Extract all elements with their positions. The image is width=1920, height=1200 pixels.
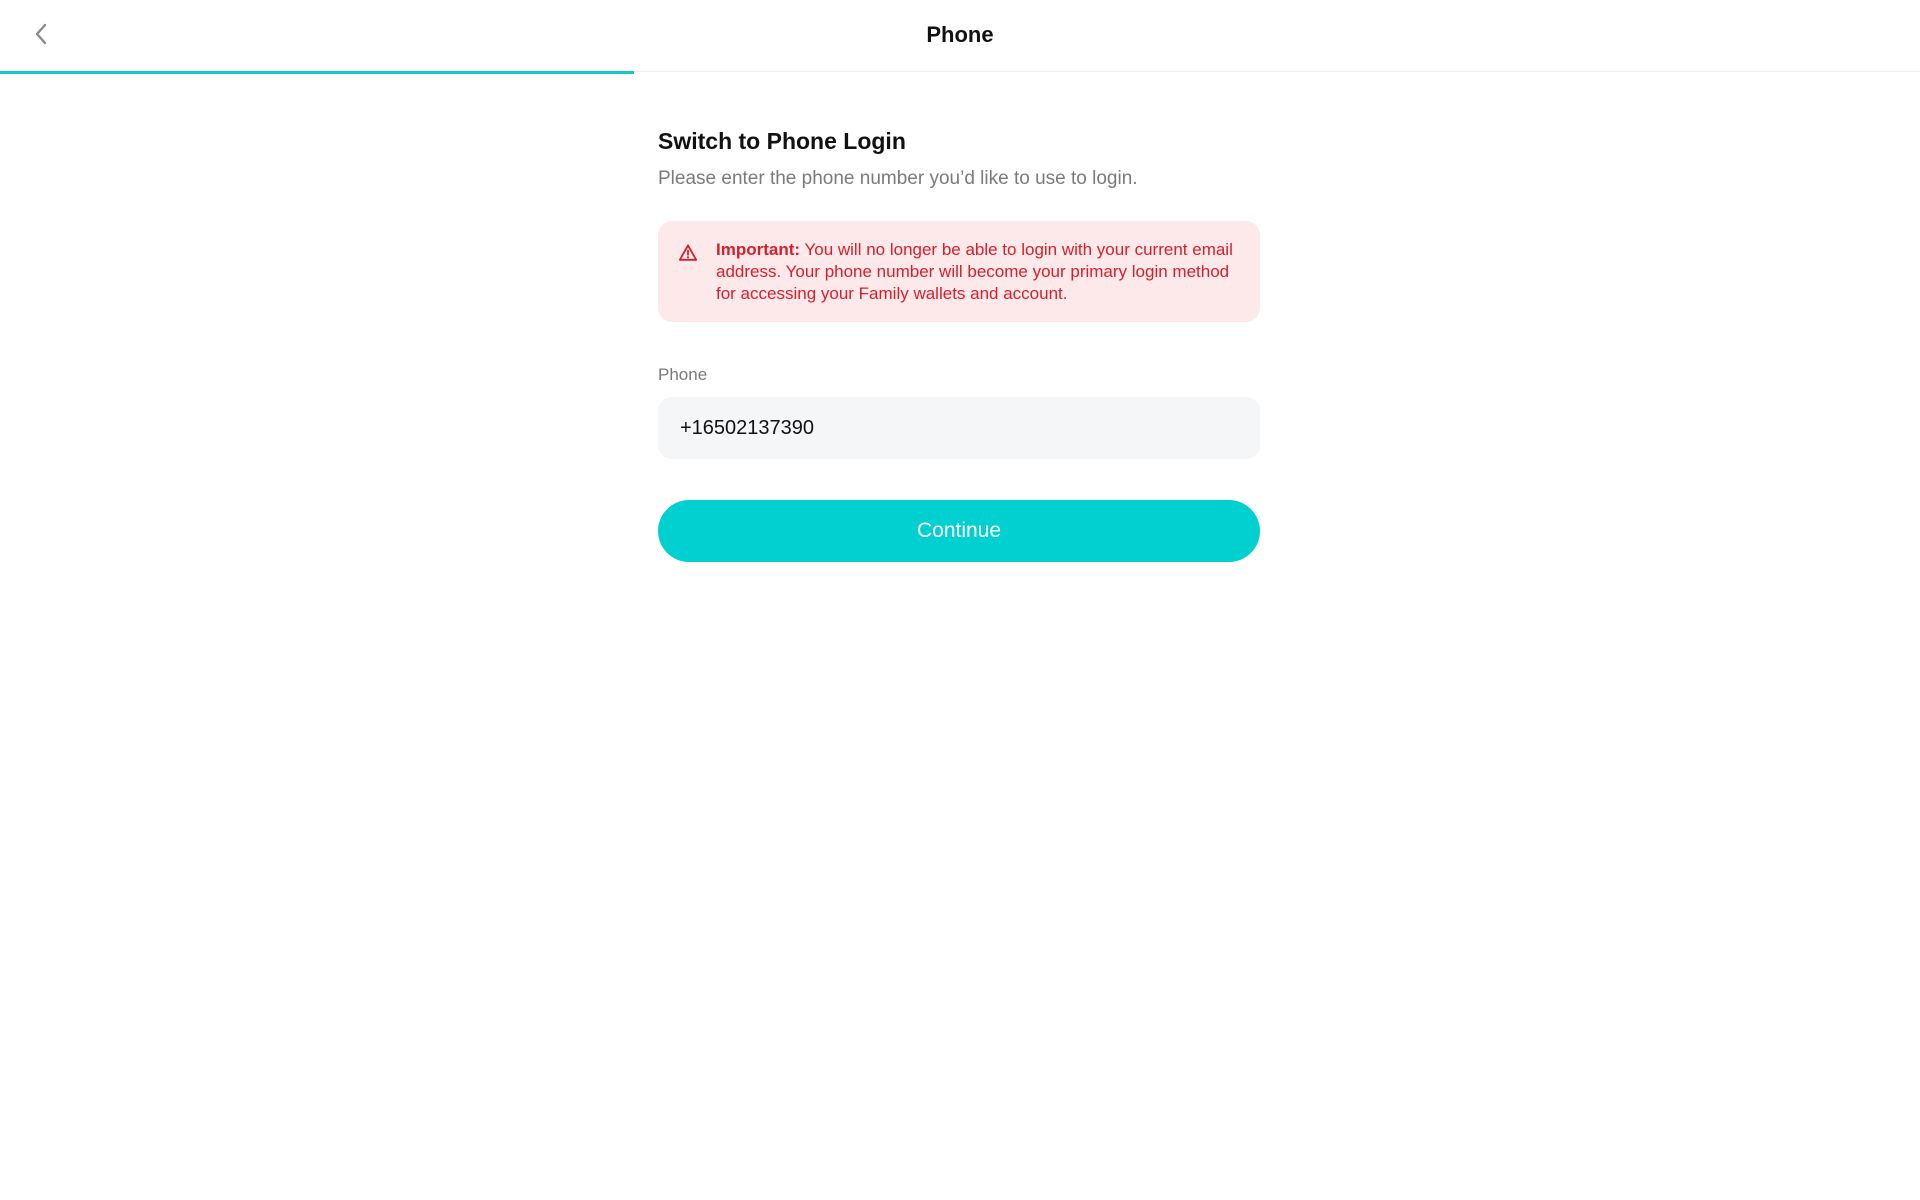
phone-label: Phone xyxy=(658,365,708,384)
progress-fill xyxy=(0,71,634,74)
warning-alert xyxy=(658,221,1260,322)
page-title: Phone xyxy=(926,22,994,47)
phone-input[interactable] xyxy=(680,417,1238,440)
alert-text: You will no longer be able to login with your current email address. Your phone number will become your primary login method for accessing your Family wallets and account. xyxy=(716,240,1233,303)
progress-bar xyxy=(0,71,1920,74)
phone-field[interactable] xyxy=(658,397,1260,459)
section-subtitle: Please enter the phone number you’d like to use to login. xyxy=(658,168,1138,189)
main-content xyxy=(658,128,1260,562)
top-bar xyxy=(0,0,1920,72)
section-title: Switch to Phone Login xyxy=(658,128,906,154)
continue-button[interactable]: Continue xyxy=(658,500,1260,562)
alert-label: Important: xyxy=(716,240,801,259)
warning-triangle-icon xyxy=(678,243,698,263)
